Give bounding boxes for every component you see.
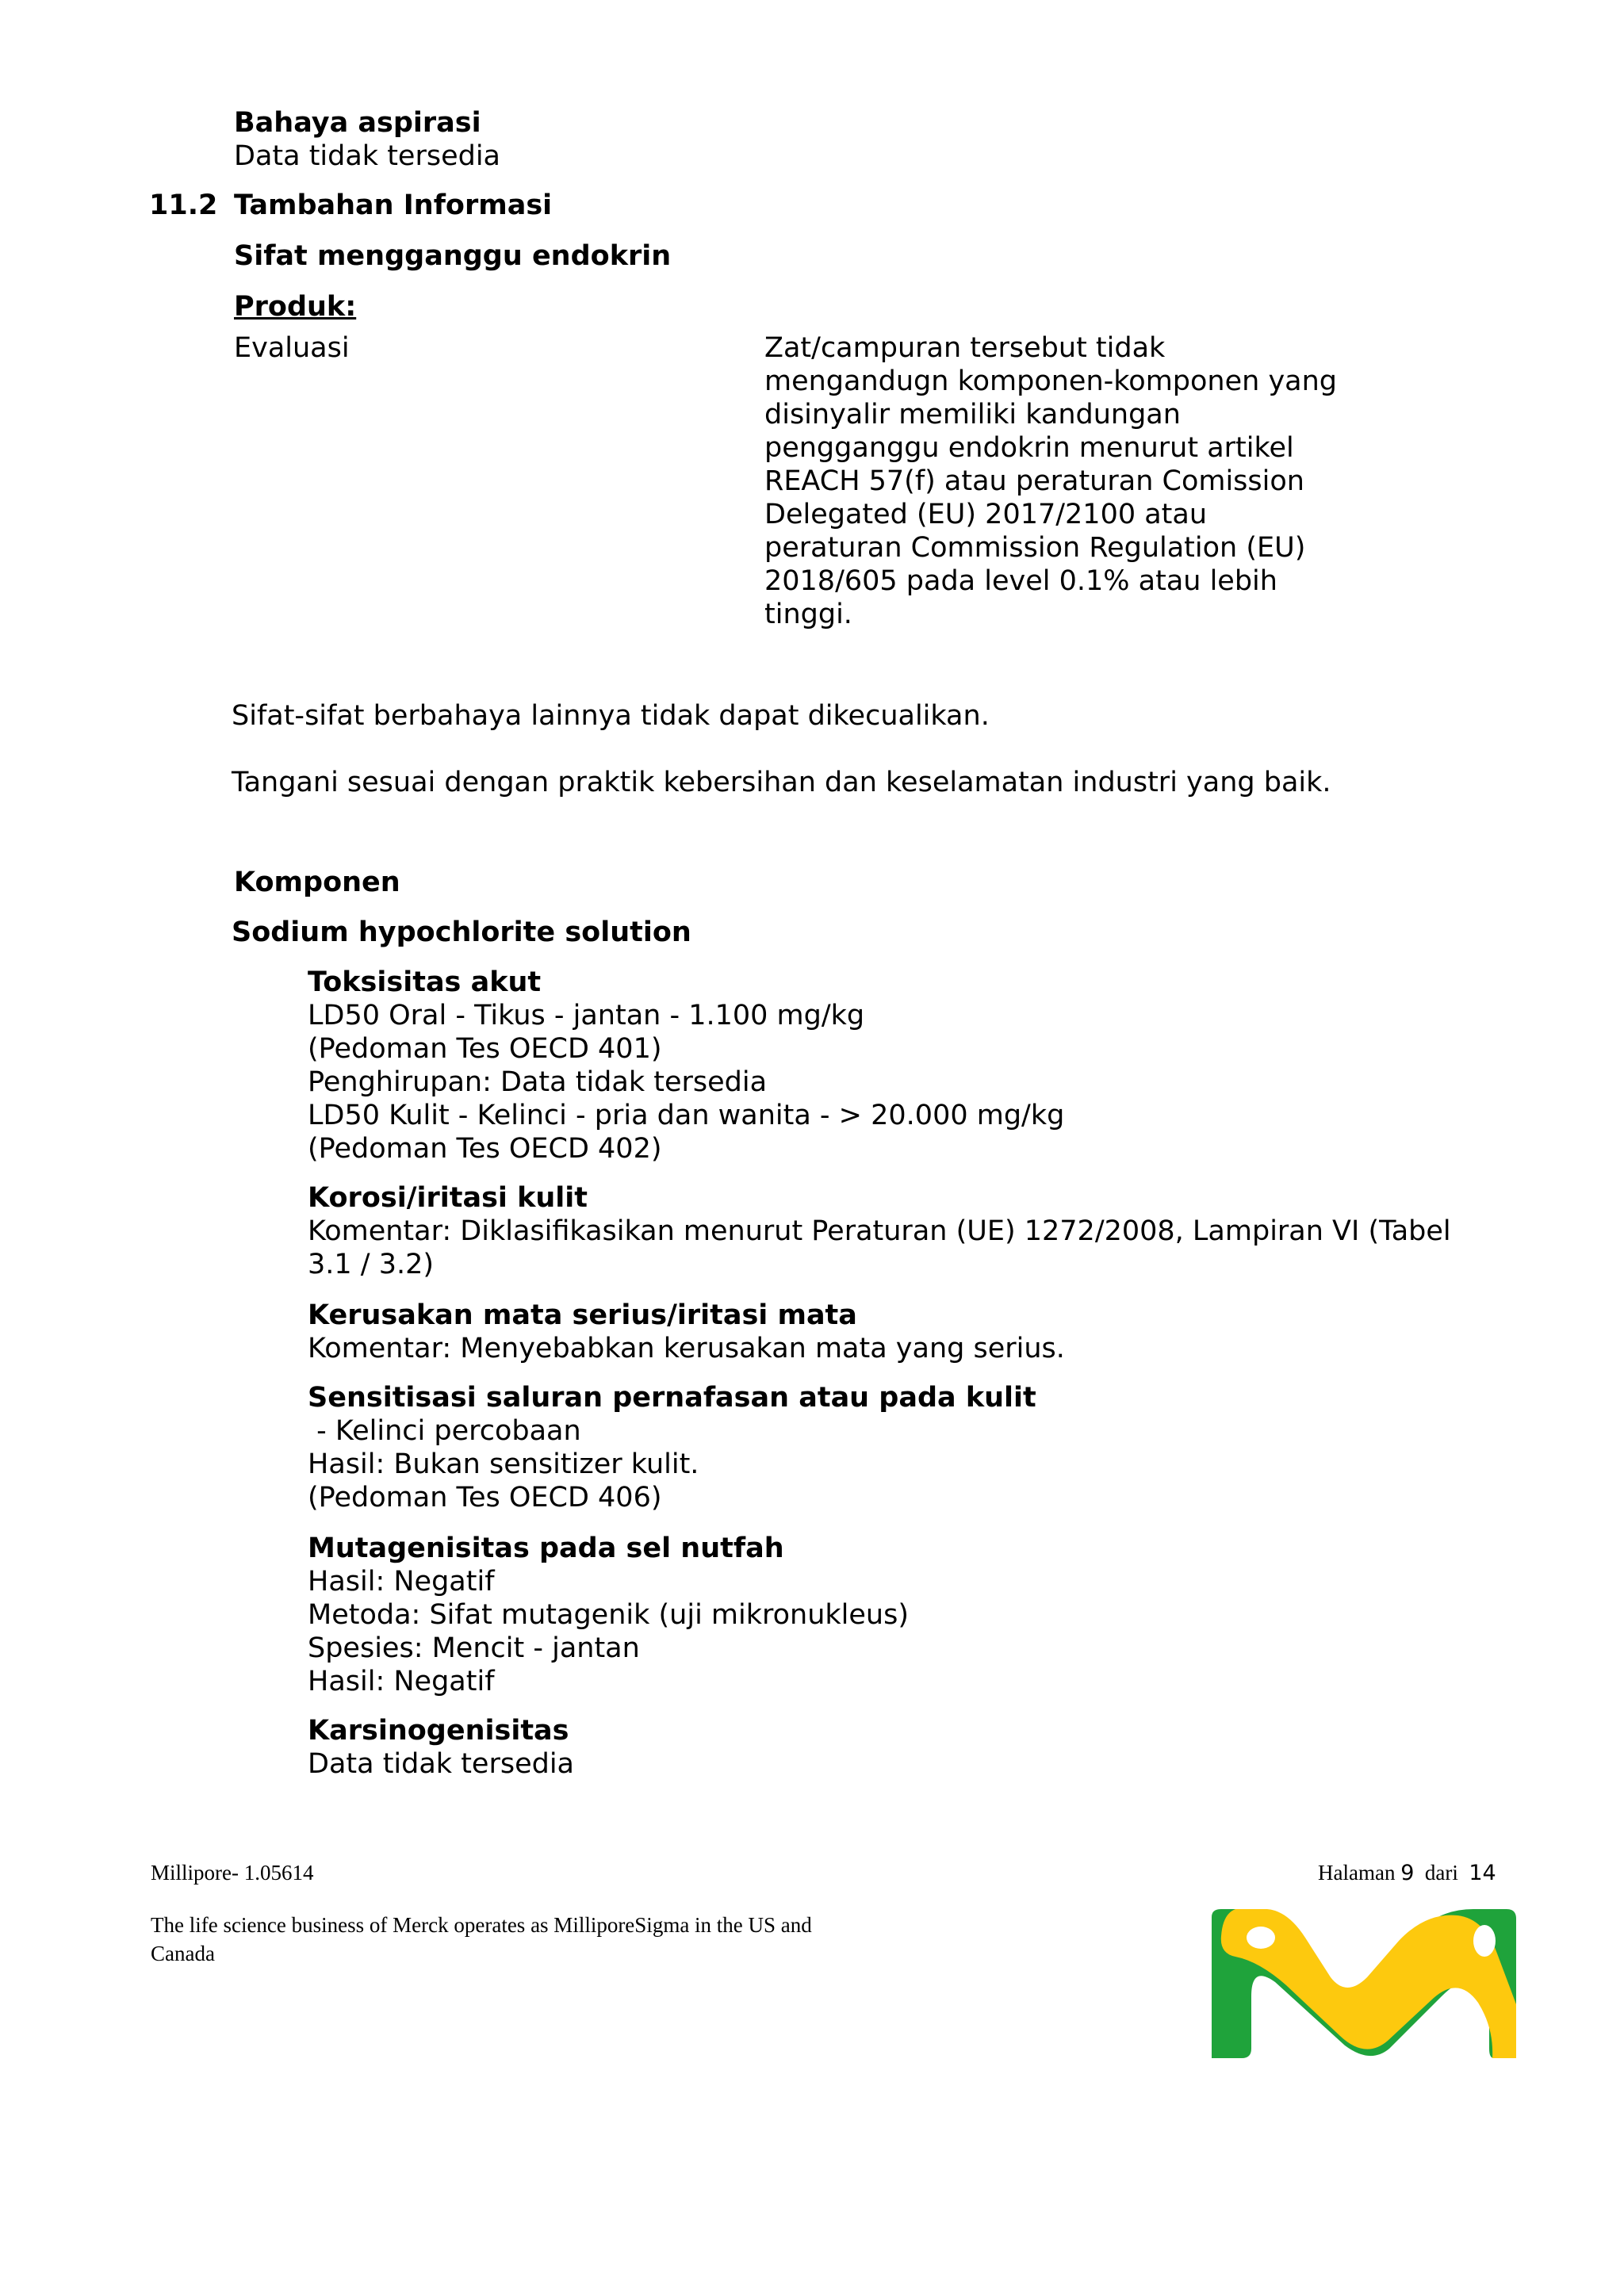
evaluation-line: pengganggu endokrin menurut artikel xyxy=(764,432,1294,464)
acute-toxicity-line: LD50 Kulit - Kelinci - pria dan wanita - > 20.000 mg/kg xyxy=(308,1100,1065,1131)
mutagenicity-line: Hasil: Negatif xyxy=(308,1666,495,1697)
logo-cutout xyxy=(1247,1927,1275,1949)
acute-toxicity-line: LD50 Oral - Tikus - jantan - 1.100 mg/kg xyxy=(308,1000,865,1031)
handling-note: Tangani sesuai dengan praktik kebersihan dan keselamatan industri yang baik. xyxy=(232,767,1331,798)
product-label: Produk: xyxy=(234,291,357,323)
carcinogenicity-text: Data tidak tersedia xyxy=(308,1748,575,1780)
page-number: 9 xyxy=(1400,1861,1415,1885)
acute-toxicity-line: (Pedoman Tes OECD 401) xyxy=(308,1033,662,1065)
other-hazards-note: Sifat-sifat berbahaya lainnya tidak dapat dikecualikan. xyxy=(232,700,990,732)
company-statement xyxy=(151,1911,812,1968)
page-label: Halaman xyxy=(1318,1861,1396,1885)
endocrine-heading: Sifat mengganggu endokrin xyxy=(234,240,672,272)
evaluation-line: Delegated (EU) 2017/2100 atau xyxy=(764,499,1208,530)
acute-toxicity-line: (Pedoman Tes OECD 402) xyxy=(308,1133,662,1165)
section-title: Tambahan Informasi xyxy=(234,189,553,221)
page-of-label: dari xyxy=(1424,1861,1458,1885)
skin-corrosion-heading: Korosi/iritasi kulit xyxy=(308,1182,588,1214)
aspiration-hazard-heading: Bahaya aspirasi xyxy=(234,107,481,139)
evaluation-line: tinggi. xyxy=(764,599,852,630)
skin-corrosion-line: Komentar: Diklasifikasikan menurut Peraturan (UE) 1272/2008, Lampiran VI (Tabel xyxy=(308,1215,1451,1247)
sensitisation-line: (Pedoman Tes OECD 406) xyxy=(308,1482,662,1513)
mutagenicity-line: Hasil: Negatif xyxy=(308,1566,495,1598)
evaluation-line: disinyalir memiliki kandungan xyxy=(764,399,1181,430)
section-number: 11.2 xyxy=(149,189,218,221)
company-line: Canada xyxy=(151,1942,215,1965)
mutagenicity-line: Spesies: Mencit - jantan xyxy=(308,1632,640,1664)
evaluation-line: mengandugn komponen-komponen yang xyxy=(764,365,1338,397)
eye-damage-line: Komentar: Menyebabkan kerusakan mata yang serius. xyxy=(308,1333,1065,1364)
sensitisation-line: Hasil: Bukan sensitizer kulit. xyxy=(308,1448,699,1480)
evaluation-text xyxy=(764,331,1337,631)
evaluation-label: Evaluasi xyxy=(234,332,350,364)
skin-corrosion-block xyxy=(308,1181,1451,1281)
sensitisation-line: - Kelinci percobaan xyxy=(308,1415,581,1447)
page-indicator xyxy=(1318,1858,1496,1888)
acute-toxicity-heading: Toksisitas akut xyxy=(308,966,542,998)
carcinogenicity-block xyxy=(308,1714,574,1781)
mutagenicity-line: Metoda: Sifat mutagenik (uji mikronukleus) xyxy=(308,1599,910,1631)
company-line: The life science business of Merck operates as MilliporeSigma in the US and xyxy=(151,1913,812,1937)
product-code: Millipore- 1.05614 xyxy=(151,1861,314,1885)
carcinogenicity-heading: Karsinogenisitas xyxy=(308,1715,569,1747)
acute-toxicity-line: Penghirupan: Data tidak tersedia xyxy=(308,1066,768,1098)
merck-logo-icon xyxy=(1212,1909,1516,2058)
aspiration-hazard-text: Data tidak tersedia xyxy=(234,140,501,172)
evaluation-line: REACH 57(f) atau peraturan Comission xyxy=(764,465,1304,497)
eye-damage-heading: Kerusakan mata serius/iritasi mata xyxy=(308,1299,857,1331)
logo-cutout xyxy=(1473,1925,1496,1957)
substance-name: Sodium hypochlorite solution xyxy=(232,916,691,948)
page-total: 14 xyxy=(1469,1861,1496,1885)
sensitisation-block xyxy=(308,1381,1036,1514)
components-heading: Komponen xyxy=(234,867,400,898)
sensitisation-heading: Sensitisasi saluran pernafasan atau pada kulit xyxy=(308,1382,1036,1414)
evaluation-line: 2018/605 pada level 0.1% atau lebih xyxy=(764,565,1277,597)
eye-damage-block xyxy=(308,1299,1065,1365)
mutagenicity-block xyxy=(308,1532,909,1698)
evaluation-line: Zat/campuran tersebut tidak xyxy=(764,332,1166,364)
mutagenicity-heading: Mutagenisitas pada sel nutfah xyxy=(308,1533,784,1564)
skin-corrosion-line: 3.1 / 3.2) xyxy=(308,1249,435,1280)
acute-toxicity-block xyxy=(308,966,1064,1165)
evaluation-line: peraturan Commission Regulation (EU) xyxy=(764,532,1306,564)
